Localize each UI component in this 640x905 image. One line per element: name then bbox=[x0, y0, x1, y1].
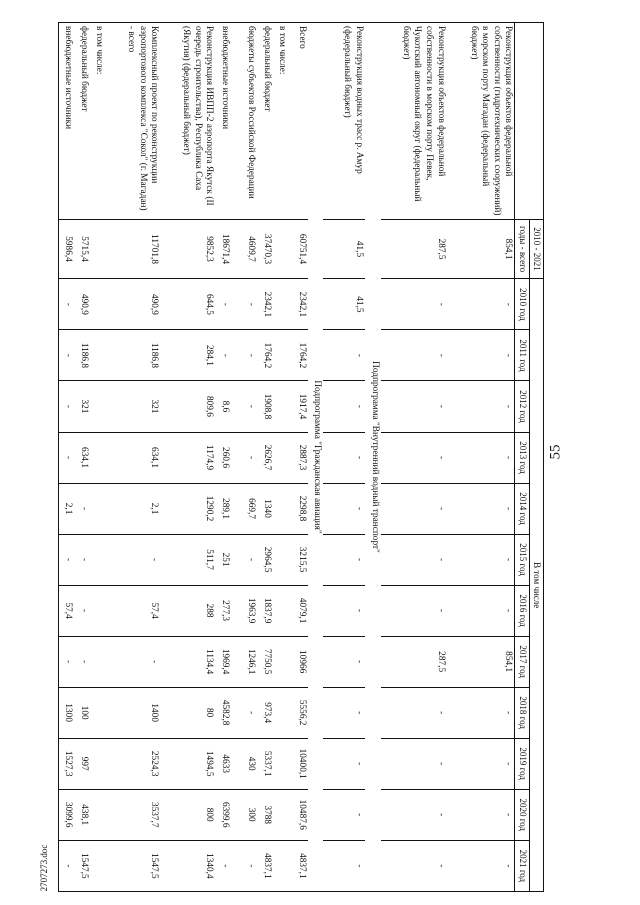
year-value: - bbox=[231, 840, 257, 891]
year-value: 490,9 bbox=[105, 279, 160, 330]
row-name: федеральный бюджет bbox=[257, 23, 272, 220]
empty-cell bbox=[273, 483, 288, 534]
year-value: 100 bbox=[74, 687, 89, 738]
year-value: 1186,8 bbox=[105, 330, 160, 381]
budget-table bbox=[58, 22, 544, 892]
header-name-cell bbox=[515, 23, 544, 220]
year-value: - bbox=[323, 534, 365, 585]
year-value: - bbox=[59, 840, 75, 891]
year-value: 2,1 bbox=[105, 483, 160, 534]
year-value: - bbox=[105, 636, 160, 687]
year-value: - bbox=[323, 789, 365, 840]
year-value: 57,4 bbox=[105, 585, 160, 636]
empty-cell bbox=[273, 789, 288, 840]
header-total-period: 2010 - 2021 bbox=[529, 219, 543, 279]
year-value: 2964,5 bbox=[257, 534, 272, 585]
row-total: 4609,7 bbox=[231, 219, 257, 279]
year-value: - bbox=[59, 381, 75, 432]
year-value: 1969,4 bbox=[215, 636, 230, 687]
table-row bbox=[105, 23, 160, 892]
year-value: 6399,6 bbox=[215, 789, 230, 840]
year-value: 80 bbox=[160, 687, 215, 738]
year-value: 644,5 bbox=[160, 279, 215, 330]
year-value: 1340 bbox=[257, 483, 272, 534]
year-value: 41,5 bbox=[323, 279, 365, 330]
year-value: - bbox=[447, 381, 515, 432]
year-value: 2524,3 bbox=[105, 738, 160, 789]
header-year: 2015 год bbox=[515, 534, 529, 585]
page-number: 55 bbox=[547, 444, 564, 460]
year-value: 287,5 bbox=[381, 636, 447, 687]
subprogram-row bbox=[365, 23, 380, 892]
year-value: 2342,1 bbox=[257, 279, 272, 330]
year-value: - bbox=[447, 687, 515, 738]
header-year: 2014 год bbox=[515, 483, 529, 534]
year-value: - bbox=[59, 432, 75, 483]
header-year: 2012 год bbox=[515, 381, 529, 432]
year-value: 284,1 bbox=[160, 330, 215, 381]
year-value: - bbox=[74, 636, 89, 687]
year-value: 260,6 bbox=[215, 432, 230, 483]
table-row bbox=[381, 23, 447, 892]
empty-cell bbox=[90, 789, 105, 840]
year-value: - bbox=[231, 381, 257, 432]
year-value: 5337,1 bbox=[257, 738, 272, 789]
year-value: 1494,5 bbox=[160, 738, 215, 789]
year-value: 1764,2 bbox=[288, 330, 308, 381]
year-value: 1134,4 bbox=[160, 636, 215, 687]
year-value: - bbox=[381, 687, 447, 738]
header-including: В том числе bbox=[529, 279, 543, 892]
year-value: - bbox=[447, 789, 515, 840]
year-value: - bbox=[381, 483, 447, 534]
table-row bbox=[215, 23, 230, 892]
year-value: 4079,1 bbox=[288, 585, 308, 636]
row-total: 287,5 bbox=[381, 219, 447, 279]
empty-cell bbox=[273, 636, 288, 687]
year-value: 1547,5 bbox=[105, 840, 160, 891]
empty-cell bbox=[273, 585, 288, 636]
row-name: Всего bbox=[288, 23, 308, 220]
year-value: 669,7 bbox=[231, 483, 257, 534]
subprogram-title: Подпрограмма "Гражданская авиация" bbox=[308, 23, 323, 892]
year-value: - bbox=[215, 840, 230, 891]
year-value: 997 bbox=[74, 738, 89, 789]
year-value: 57,4 bbox=[59, 585, 75, 636]
year-value: 4837,1 bbox=[288, 840, 308, 891]
year-value: 321 bbox=[105, 381, 160, 432]
year-value: - bbox=[447, 840, 515, 891]
year-value: 3099,6 bbox=[59, 789, 75, 840]
year-value: 3215,5 bbox=[288, 534, 308, 585]
year-value: 1917,4 bbox=[288, 381, 308, 432]
year-value: 800 bbox=[160, 789, 215, 840]
year-value: - bbox=[59, 636, 75, 687]
table-row bbox=[447, 23, 515, 892]
year-value: 2342,1 bbox=[288, 279, 308, 330]
year-value: - bbox=[381, 534, 447, 585]
year-value: - bbox=[323, 585, 365, 636]
row-name: Реконструкция объектов федеральной собственности в морском порту Певек, Чукотский автономный округ (федеральный бюджет) bbox=[381, 23, 447, 220]
header-year: 2017 год bbox=[515, 636, 529, 687]
year-value: 1174,9 bbox=[160, 432, 215, 483]
row-total: 5715,4 bbox=[74, 219, 89, 279]
table-body bbox=[59, 23, 516, 892]
row-total: 18671,4 bbox=[215, 219, 230, 279]
year-value: - bbox=[323, 687, 365, 738]
year-value: - bbox=[447, 432, 515, 483]
year-value: - bbox=[381, 279, 447, 330]
year-value: - bbox=[215, 330, 230, 381]
header-year: 2018 год bbox=[515, 687, 529, 738]
table-row bbox=[231, 23, 257, 892]
year-value: - bbox=[447, 534, 515, 585]
document-id: 2707273.doc bbox=[39, 844, 49, 892]
year-value: - bbox=[323, 738, 365, 789]
empty-cell bbox=[90, 483, 105, 534]
empty-cell bbox=[273, 534, 288, 585]
year-value: 2887,3 bbox=[288, 432, 308, 483]
year-value: 1340,4 bbox=[160, 840, 215, 891]
year-value: 2298,8 bbox=[288, 483, 308, 534]
year-value: 438,1 bbox=[74, 789, 89, 840]
year-value: 3537,7 bbox=[105, 789, 160, 840]
empty-cell bbox=[273, 330, 288, 381]
year-value: - bbox=[105, 534, 160, 585]
year-value: 1837,9 bbox=[257, 585, 272, 636]
year-value: - bbox=[381, 432, 447, 483]
year-value: 10487,6 bbox=[288, 789, 308, 840]
label-row bbox=[90, 23, 105, 892]
year-value: - bbox=[447, 330, 515, 381]
year-value: 4633 bbox=[215, 738, 230, 789]
year-value: - bbox=[381, 738, 447, 789]
row-total: 5986,4 bbox=[59, 219, 75, 279]
year-value: - bbox=[231, 279, 257, 330]
table-row bbox=[74, 23, 89, 892]
year-value: - bbox=[447, 585, 515, 636]
year-value: 288 bbox=[160, 585, 215, 636]
empty-cell bbox=[273, 432, 288, 483]
year-value: 7750,5 bbox=[257, 636, 272, 687]
empty-cell bbox=[90, 738, 105, 789]
year-value: - bbox=[59, 330, 75, 381]
table-row bbox=[323, 23, 365, 892]
empty-cell bbox=[90, 636, 105, 687]
table-row bbox=[257, 23, 272, 892]
header-year: 2011 год bbox=[515, 330, 529, 381]
year-value: 1908,8 bbox=[257, 381, 272, 432]
header-year: 2013 год bbox=[515, 432, 529, 483]
header-row-top bbox=[529, 23, 543, 892]
empty-cell bbox=[273, 687, 288, 738]
year-value: - bbox=[381, 381, 447, 432]
empty-cell bbox=[90, 432, 105, 483]
year-value: - bbox=[381, 789, 447, 840]
year-value: - bbox=[231, 330, 257, 381]
empty-cell bbox=[90, 381, 105, 432]
header-year: 2016 год bbox=[515, 585, 529, 636]
row-name: Реконструкция водных трасс р. Амур (федеральный бюджет) bbox=[323, 23, 365, 220]
header-year: 2019 год bbox=[515, 738, 529, 789]
year-value: 1290,2 bbox=[160, 483, 215, 534]
year-value: - bbox=[74, 585, 89, 636]
year-value: 1400 bbox=[105, 687, 160, 738]
year-value: - bbox=[381, 585, 447, 636]
year-value: - bbox=[323, 381, 365, 432]
year-value: - bbox=[447, 279, 515, 330]
year-value: 634,1 bbox=[74, 432, 89, 483]
empty-cell bbox=[90, 687, 105, 738]
year-value: - bbox=[231, 432, 257, 483]
row-name: внебюджетные источники bbox=[215, 23, 230, 220]
table-row bbox=[160, 23, 215, 892]
year-value: 809,6 bbox=[160, 381, 215, 432]
year-value: 5556,2 bbox=[288, 687, 308, 738]
year-value: 490,9 bbox=[74, 279, 89, 330]
subprogram-row bbox=[308, 23, 323, 892]
row-label: в том числе: bbox=[90, 23, 105, 220]
year-value: - bbox=[447, 738, 515, 789]
row-total: 41,5 bbox=[323, 219, 365, 279]
year-value: 973,4 bbox=[257, 687, 272, 738]
subprogram-title: Подпрограмма "Внутренний водный транспорт" bbox=[365, 23, 380, 892]
header-year: 2021 год bbox=[515, 840, 529, 891]
year-value: - bbox=[381, 840, 447, 891]
row-name: федеральный бюджет bbox=[74, 23, 89, 220]
row-name: внебюджетные источники bbox=[59, 23, 75, 220]
row-name: Реконструкция объектов федеральной собственности (гидротехнических сооружений) в морском порту Магадан (федеральный бюджет) bbox=[447, 23, 515, 220]
year-value: 4837,1 bbox=[257, 840, 272, 891]
row-name: Комплексный проект по реконструкции аэропортового комплекса "Сокол" (г. Магадан) - всего bbox=[105, 23, 160, 220]
year-value: 1300 bbox=[59, 687, 75, 738]
year-value: 1764,2 bbox=[257, 330, 272, 381]
empty-cell bbox=[90, 534, 105, 585]
table-row bbox=[288, 23, 308, 892]
year-value: 300 bbox=[231, 789, 257, 840]
year-value: - bbox=[323, 483, 365, 534]
year-value: - bbox=[323, 840, 365, 891]
empty-cell bbox=[273, 738, 288, 789]
row-total: 60751,4 bbox=[288, 219, 308, 279]
empty-cell bbox=[90, 840, 105, 891]
row-total: 9852,3 bbox=[160, 219, 215, 279]
row-total: 37470,3 bbox=[257, 219, 272, 279]
year-value: 321 bbox=[74, 381, 89, 432]
header-total-sub: годы - всего bbox=[515, 219, 529, 279]
table-row bbox=[59, 23, 75, 892]
year-value: 1963,9 bbox=[231, 585, 257, 636]
year-value: 511,7 bbox=[160, 534, 215, 585]
row-total: 11701,8 bbox=[105, 219, 160, 279]
row-name: Реконструкция ИВПП-2 аэропорта Якутск (II очередь строительства), Республика Саха (Якутия) (федеральный бюджет) bbox=[160, 23, 215, 220]
empty-cell bbox=[273, 381, 288, 432]
year-value: 430 bbox=[231, 738, 257, 789]
year-value: 854,1 bbox=[447, 636, 515, 687]
row-total: 854,1 bbox=[447, 219, 515, 279]
label-row bbox=[273, 23, 288, 892]
year-value: 8,6 bbox=[215, 381, 230, 432]
row-label: в том числе: bbox=[273, 23, 288, 220]
year-value: - bbox=[231, 534, 257, 585]
year-value: 289,1 bbox=[215, 483, 230, 534]
year-value: 1186,8 bbox=[74, 330, 89, 381]
year-value: 10400,1 bbox=[288, 738, 308, 789]
empty-cell bbox=[90, 330, 105, 381]
rotated-table-frame bbox=[58, 22, 544, 892]
year-value: - bbox=[59, 534, 75, 585]
year-value: 10966 bbox=[288, 636, 308, 687]
empty-cell bbox=[90, 585, 105, 636]
year-value: - bbox=[323, 330, 365, 381]
year-value: 3788 bbox=[257, 789, 272, 840]
year-value: - bbox=[231, 687, 257, 738]
year-value: 2626,7 bbox=[257, 432, 272, 483]
year-value: 2,1 bbox=[59, 483, 75, 534]
empty-cell bbox=[273, 840, 288, 891]
year-value: 634,1 bbox=[105, 432, 160, 483]
year-value: - bbox=[323, 636, 365, 687]
row-name: бюджеты субъектов Российской Федерации bbox=[231, 23, 257, 220]
year-value: - bbox=[447, 483, 515, 534]
empty-cell bbox=[273, 279, 288, 330]
header-year: 2010 год bbox=[515, 279, 529, 330]
year-value: - bbox=[381, 330, 447, 381]
empty-cell bbox=[90, 219, 105, 279]
year-value: - bbox=[323, 432, 365, 483]
year-value: - bbox=[59, 279, 75, 330]
empty-cell bbox=[273, 219, 288, 279]
empty-cell bbox=[90, 279, 105, 330]
year-value: 1246,1 bbox=[231, 636, 257, 687]
header-year: 2020 год bbox=[515, 789, 529, 840]
year-value: 277,3 bbox=[215, 585, 230, 636]
year-value: 1527,3 bbox=[59, 738, 75, 789]
year-value: - bbox=[74, 534, 89, 585]
year-value: 1547,5 bbox=[74, 840, 89, 891]
year-value: - bbox=[74, 483, 89, 534]
year-value: 251 bbox=[215, 534, 230, 585]
year-value: - bbox=[215, 279, 230, 330]
year-value: 4582,8 bbox=[215, 687, 230, 738]
